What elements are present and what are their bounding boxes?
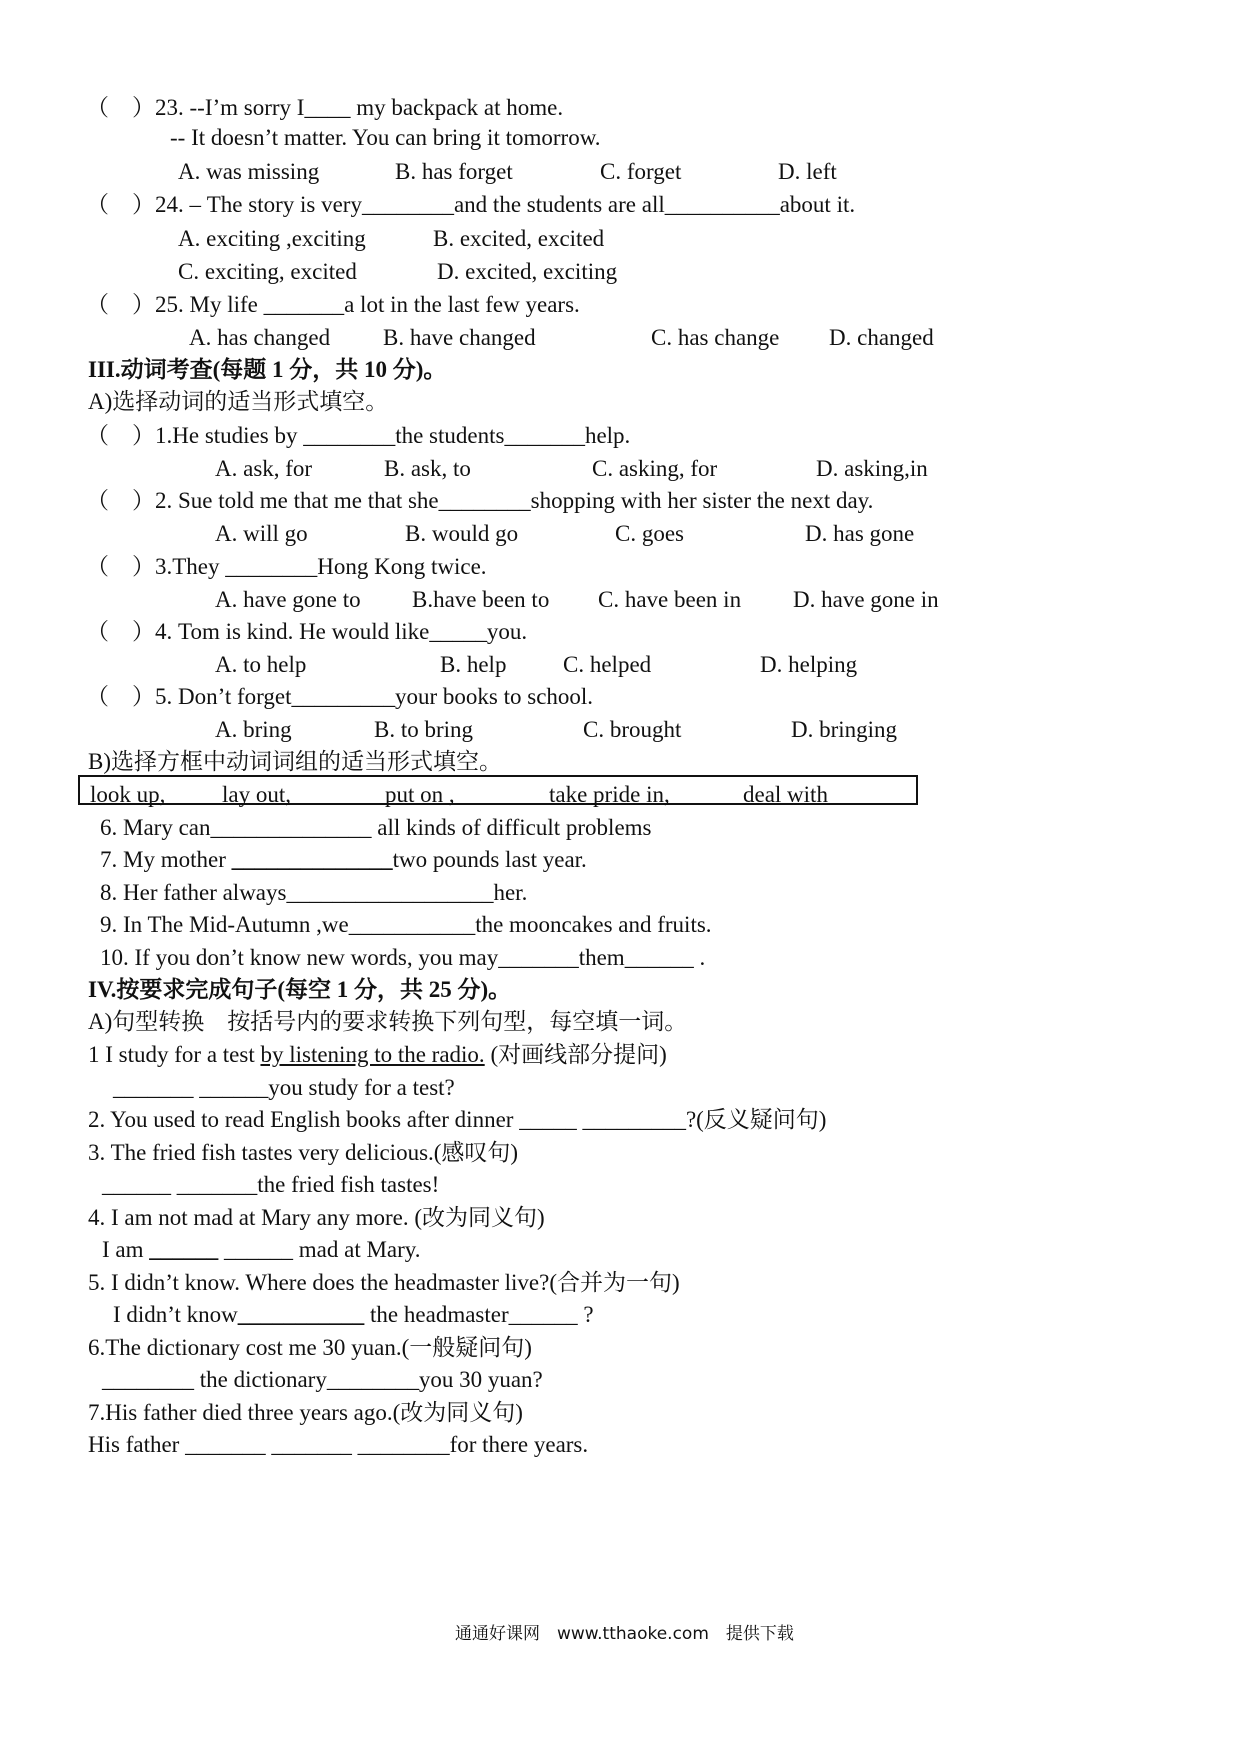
part4-heading: IV.按要求完成句子(每空 1 分，共 25 分)。	[88, 977, 512, 1002]
p3-q7	[100, 848, 587, 871]
p4-s1-post: (对画线部分提问)	[484, 1042, 667, 1067]
p4-s7-answer: His father _______ _______ ________for there years.	[88, 1432, 589, 1457]
q25-option-c: C. has change	[651, 325, 780, 350]
p3-q3-option-a: A. have gone to	[215, 587, 361, 612]
q23-reply: -- It doesn’t matter. You can bring it tomorrow.	[170, 125, 601, 150]
p3-q2-option-d: D. has gone	[805, 521, 915, 546]
p4-s1	[88, 1043, 667, 1066]
p4-s6: 6.The dictionary cost me 30 yuan.(一般疑问句)	[88, 1335, 532, 1360]
p4-s7: 7.His father died three years ago.(改为同义句)	[88, 1400, 523, 1425]
part3-heading: III.动词考查(每题 1 分，共 10 分)。	[88, 357, 447, 382]
q24-option-a: A. exciting ,exciting	[178, 226, 366, 251]
q23-option-d: D. left	[778, 159, 837, 184]
p3-q5-stem: （ ）5. Don’t forget_________your books to school.	[86, 684, 594, 709]
p4-s4-answer-post: ______ mad at Mary.	[218, 1237, 421, 1262]
p4-s4-blank: ______	[149, 1237, 219, 1262]
part3-a-instruction: A)选择动词的适当形式填空。	[88, 389, 389, 414]
q23-option-c: C. forget	[600, 159, 682, 184]
p3-q10: 10. If you don’t know new words, you may_______them______ .	[100, 945, 706, 970]
box-word-1: look up,	[90, 782, 166, 807]
p4-s1-answer: _______ ______you study for a test?	[113, 1075, 455, 1100]
p4-s3-answer: ______ _______the fried fish tastes!	[102, 1172, 440, 1197]
p4-s2: 2. You used to read English books after dinner _____ _________?(反义疑问句)	[88, 1107, 827, 1132]
part4-a-instruction: A)句型转换 按括号内的要求转换下列句型，每空填一词。	[88, 1009, 688, 1034]
p3-q9: 9. In The Mid-Autumn ,we___________the mooncakes and fruits.	[100, 912, 712, 937]
p3-q8: 8. Her father always__________________her.	[100, 880, 528, 905]
box-word-5: deal with	[743, 782, 828, 807]
p3-q4-option-b: B. help	[440, 652, 507, 677]
p3-q4-option-c: C. helped	[563, 652, 652, 677]
page-footer: 通通好课网 www.tthaoke.com 提供下载	[455, 1624, 794, 1644]
q23-option-b: B. has forget	[395, 159, 513, 184]
p3-q5-option-c: C. brought	[583, 717, 682, 742]
p4-s4: 4. I am not mad at Mary any more. (改为同义句)	[88, 1205, 545, 1230]
p3-q1-option-d: D. asking,in	[816, 456, 928, 481]
q24-option-c: C. exciting, excited	[178, 259, 357, 284]
p3-q6: 6. Mary can______________ all kinds of difficult problems	[100, 815, 652, 840]
p4-s1-pre: 1 I study for a test	[88, 1042, 261, 1067]
q25-stem: （ ）25. My life _______a lot in the last few years.	[86, 292, 580, 317]
q23-stem: （ ）23. --I’m sorry I____ my backpack at home.	[86, 95, 564, 120]
p3-q1-option-b: B. ask, to	[384, 456, 471, 481]
p3-q7-post: two pounds last year.	[392, 847, 587, 872]
p4-s5-answer-post: the headmaster______ ?	[364, 1302, 594, 1327]
part3-b-instruction: B)选择方框中动词词组的适当形式填空。	[88, 749, 502, 774]
p3-q1-stem: （ ）1.He studies by ________the students_______help.	[86, 423, 631, 448]
p3-q2-option-a: A. will go	[215, 521, 308, 546]
p3-q4-option-a: A. to help	[215, 652, 307, 677]
p3-q3-option-d: D. have gone in	[793, 587, 939, 612]
p3-q3-stem: （ ）3.They ________Hong Kong twice.	[86, 554, 487, 579]
p3-q3-option-b: B.have been to	[412, 587, 550, 612]
p4-s1-underlined: by listening to the radio.	[260, 1042, 485, 1067]
p3-q7-blank: ______________	[231, 847, 393, 872]
p3-q4-stem: （ ）4. Tom is kind. He would like_____you.	[86, 619, 528, 644]
q23-option-a: A. was missing	[178, 159, 320, 184]
p4-s5: 5. I didn’t know. Where does the headmaster live?(合并为一句)	[88, 1270, 680, 1295]
p3-q1-option-a: A. ask, for	[215, 456, 313, 481]
p3-q5-option-d: D. bringing	[791, 717, 898, 742]
p3-q3-option-c: C. have been in	[598, 587, 742, 612]
p4-s4-answer-pre: I am	[102, 1237, 150, 1262]
q24-option-d: D. excited, exciting	[437, 259, 618, 284]
p3-q5-option-b: B. to bring	[374, 717, 474, 742]
q25-option-b: B. have changed	[383, 325, 536, 350]
p3-q5-option-a: A. bring	[215, 717, 292, 742]
p3-q4-option-d: D. helping	[760, 652, 858, 677]
p4-s6-answer: ________ the dictionary________you 30 yuan?	[102, 1367, 543, 1392]
q24-stem: （ ）24. – The story is very________and the students are all__________about it.	[86, 192, 856, 217]
p4-s5-answer	[113, 1303, 594, 1326]
p4-s3: 3. The fried fish tastes very delicious.(感叹句)	[88, 1140, 519, 1165]
box-word-3: put on ,	[385, 782, 455, 807]
p3-q1-option-c: C. asking, for	[592, 456, 718, 481]
p4-s5-answer-pre: I didn’t know	[113, 1302, 238, 1327]
box-word-2: lay out,	[222, 782, 291, 807]
p3-q2-option-b: B. would go	[405, 521, 519, 546]
q25-option-d: D. changed	[829, 325, 934, 350]
p3-q7-pre: 7. My mother	[100, 847, 232, 872]
p3-q2-stem: （ ）2. Sue told me that me that she________shopping with her sister the next day.	[86, 488, 874, 513]
q24-option-b: B. excited, excited	[433, 226, 605, 251]
p4-s4-answer	[102, 1238, 421, 1261]
p3-q2-option-c: C. goes	[615, 521, 684, 546]
p4-s5-blank: ___________	[237, 1302, 365, 1327]
box-word-4: take pride in,	[549, 782, 670, 807]
q25-option-a: A. has changed	[189, 325, 331, 350]
